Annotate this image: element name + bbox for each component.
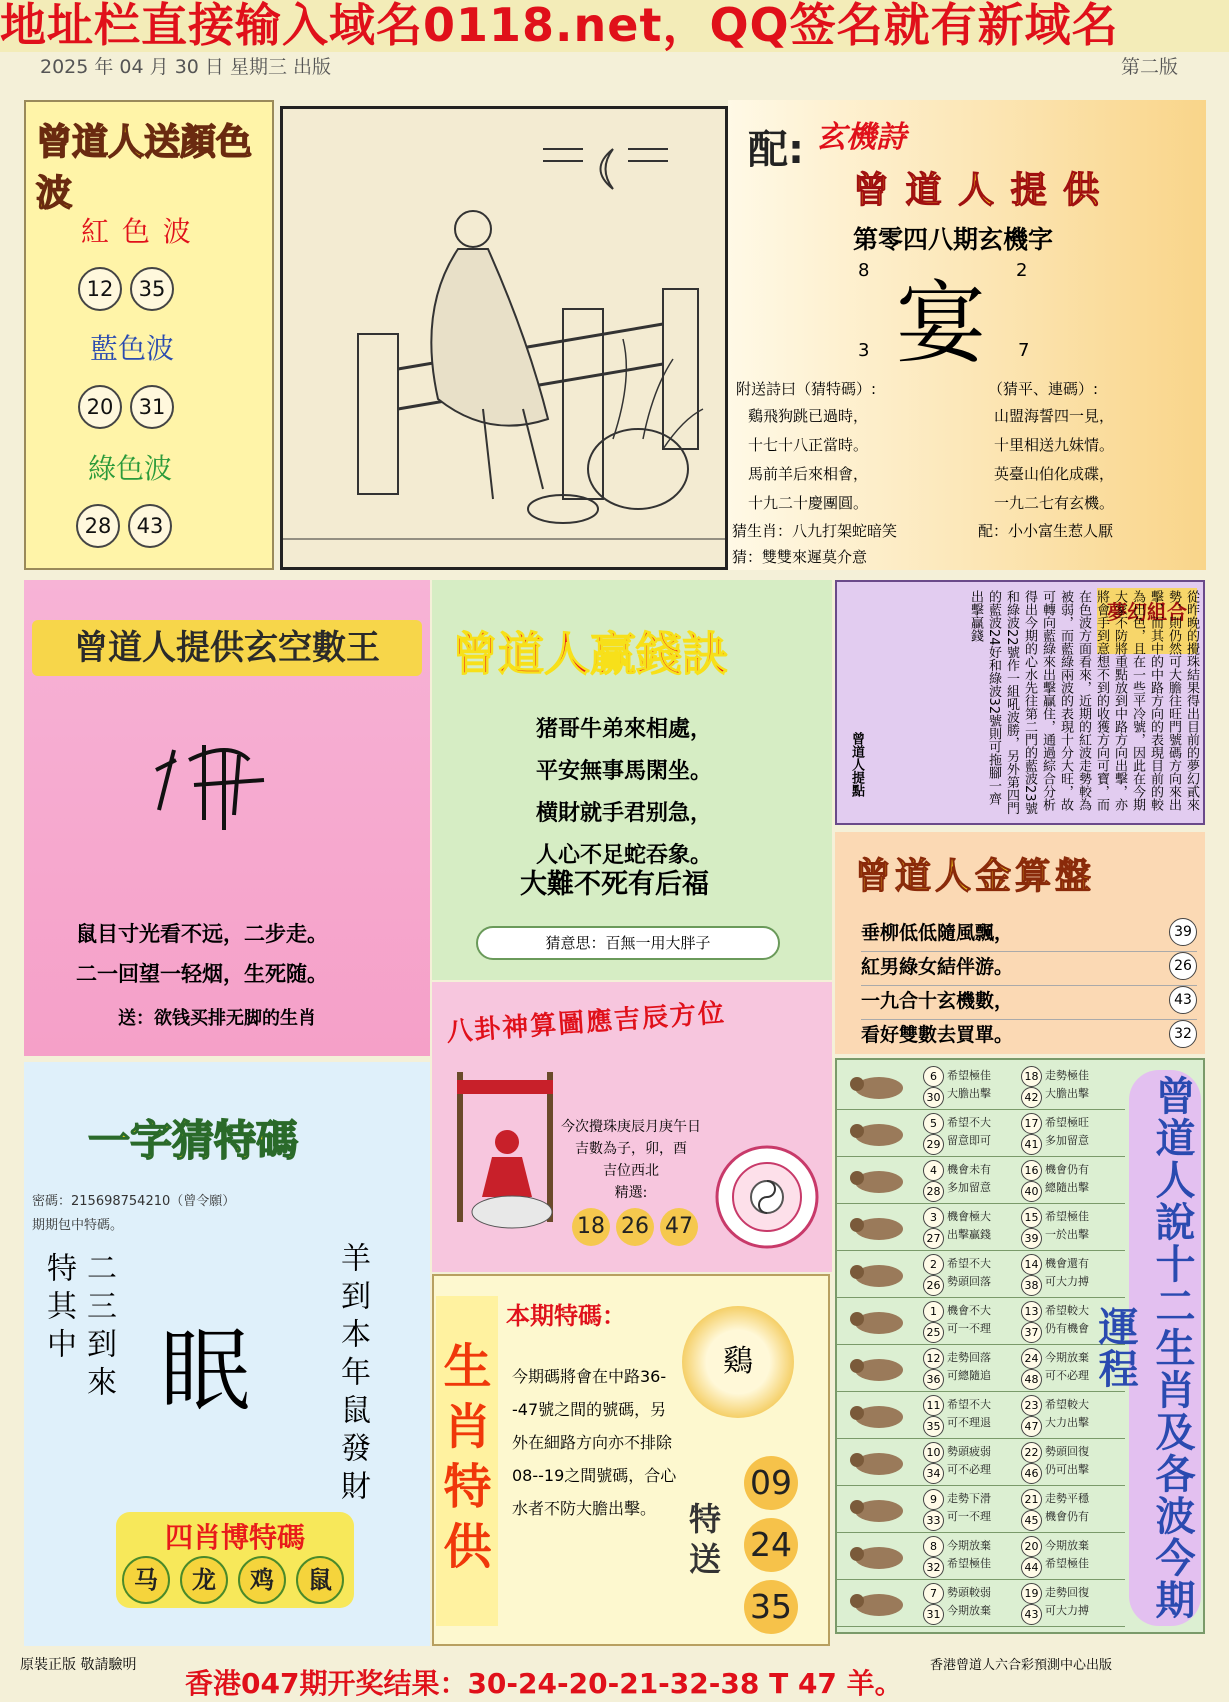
zodiac-number: 26 — [923, 1275, 944, 1296]
special-ball: 24 — [744, 1518, 798, 1572]
zodiac-note: 希望極佳 — [947, 1069, 991, 1082]
xuanji-num-1: 8 — [858, 260, 870, 281]
zodiac-number: 18 — [1021, 1066, 1042, 1087]
zodiac-number: 34 — [923, 1463, 944, 1484]
zodiac-special-title: 本期特碼： — [506, 1301, 626, 1330]
zodiac-note: 希望不大 — [947, 1116, 991, 1129]
four-zodiac-list — [122, 1556, 354, 1604]
golden-line-text: 一九合十玄機數， — [861, 990, 1014, 1012]
zodiac-animal-icon — [841, 1303, 911, 1339]
poem-line: 一九二七有玄機。 — [994, 494, 1115, 512]
xuankong-line-1: 鼠目寸光看不远，二步走。 — [76, 922, 328, 946]
golden-abacus-panel — [835, 832, 1205, 1054]
zodiac-row — [837, 1205, 1125, 1251]
one-char-main: 眠 — [160, 1319, 250, 1424]
zodiac-number: 9 — [923, 1489, 944, 1510]
xuanji-issue: 第零四八期玄機字 — [853, 225, 1054, 254]
green-wave-ball: 43 — [128, 504, 172, 548]
zodiac-animal-icon — [841, 1350, 911, 1386]
dream-title: 夢幻組合 — [1097, 588, 1197, 654]
bagua-line-3: 吉位西北 — [603, 1163, 659, 1179]
zodiac-number: 33 — [923, 1510, 944, 1531]
zodiac-number: 19 — [1021, 1583, 1042, 1604]
poem-line: 人心不足蛇吞象。 — [536, 842, 713, 868]
zodiac-animal-icon — [841, 1491, 911, 1527]
zodiac-note: 希望較大 — [1045, 1398, 1089, 1411]
zodiac-note: 希望不大 — [947, 1398, 991, 1411]
twelve-title: 曾道人說十二生肖及各波今期運程 — [1129, 1070, 1201, 1626]
golden-line-text: 看好雙數去買單。 — [861, 1024, 1014, 1046]
special-ball: 09 — [744, 1456, 798, 1510]
zodiac-number: 4 — [923, 1160, 944, 1181]
bagua-compass-icon — [712, 1142, 822, 1252]
blue-wave-ball: 31 — [130, 385, 174, 429]
zodiac-note: 走勢極佳 — [1045, 1069, 1089, 1082]
color-wave-title: 曾道人送顏色波 — [36, 121, 253, 214]
zodiac-note: 希望極佳 — [1045, 1210, 1089, 1223]
win-money-panel — [432, 580, 832, 980]
one-char-right-col: 羊到本年鼠發財 — [335, 1242, 370, 1508]
zodiac-pill: 鸡 — [238, 1556, 286, 1604]
zodiac-row — [837, 1393, 1125, 1439]
zodiac-number: 41 — [1021, 1134, 1042, 1155]
zodiac-note: 多加留意 — [1045, 1134, 1089, 1147]
xuanji-title: 玄機詩 — [816, 120, 906, 155]
zodiac-note: 可總隨追 — [947, 1369, 991, 1382]
zodiac-note: 今期放棄 — [947, 1604, 991, 1617]
win-money-hint — [476, 926, 780, 960]
zodiac-rows — [837, 1064, 1127, 1632]
zodiac-animal-icon — [841, 1585, 911, 1621]
xuanji-right-head: （猜平、連碼）: — [988, 380, 1099, 398]
poem-line: 十七十八正當時。 — [748, 436, 869, 454]
hint-text: 百無一用大胖子 — [605, 934, 711, 952]
zodiac-number: 10 — [923, 1442, 944, 1463]
zodiac-number: 31 — [923, 1604, 944, 1625]
zodiac-animal-icon — [841, 1162, 911, 1198]
zodiac-special-text: 今期碼將會在中路36--47號之間的號碼，另外在細路方向亦不排除08--19之間號碼，合心水者不防大膽出擊。 — [512, 1367, 677, 1518]
zodiac-animal-icon — [841, 1538, 911, 1574]
xuanji-guess-zodiac: 猜生肖：八九打架蛇暗笑 — [732, 522, 898, 540]
zodiac-number: 16 — [1021, 1160, 1042, 1181]
four-zodiac-box — [116, 1512, 354, 1608]
zodiac-number: 7 — [923, 1583, 944, 1604]
top-banner — [0, 0, 1229, 52]
zodiac-note: 總隨出擊 — [1045, 1181, 1089, 1194]
zodiac-number: 6 — [923, 1066, 944, 1087]
poem-line: 猪哥牛弟來相處， — [536, 716, 713, 742]
bagua-info — [556, 1116, 706, 1204]
bagua-ball: 18 — [572, 1208, 610, 1246]
zodiac-note: 可一不理 — [947, 1322, 991, 1335]
zodiac-special-zodiac: 鷄 — [682, 1306, 794, 1418]
zodiac-note: 今期放棄 — [1045, 1351, 1089, 1364]
zodiac-number: 3 — [923, 1207, 944, 1228]
zodiac-note: 大膽出擊 — [947, 1087, 991, 1100]
xuanji-panel — [728, 100, 1206, 570]
golden-line — [861, 986, 1197, 1020]
zodiac-note: 走勢平穩 — [1045, 1492, 1089, 1505]
zodiac-note: 機會仍有 — [1045, 1510, 1089, 1523]
bagua-title: 八卦神算圖應吉辰方位 — [445, 998, 727, 1048]
zodiac-pill: 鼠 — [296, 1556, 344, 1604]
dream-sign: 曾道人提點 — [849, 732, 864, 797]
zodiac-note: 可大力搏 — [1045, 1275, 1089, 1288]
zodiac-animal-icon — [841, 1115, 911, 1151]
xuanji-num-2: 2 — [1016, 260, 1028, 281]
zodiac-note: 可一不理 — [947, 1510, 991, 1523]
zodiac-note: 機會未有 — [947, 1163, 991, 1176]
twelve-zodiac-panel — [835, 1058, 1205, 1634]
golden-line-text: 紅男綠女結伴游。 — [861, 956, 1014, 978]
win-money-poem — [536, 708, 712, 876]
golden-line — [861, 918, 1197, 952]
poem-line: 馬前羊后來相會， — [748, 465, 869, 483]
xuankong-line-3: 送：欲钱买排无脚的生肖 — [118, 1008, 316, 1029]
zodiac-note: 希望較大 — [1045, 1304, 1089, 1317]
zodiac-note: 仍可出擊 — [1045, 1463, 1089, 1476]
xuankong-panel — [24, 580, 430, 1056]
zodiac-note: 一於出擊 — [1045, 1228, 1089, 1241]
zodiac-number: 38 — [1021, 1275, 1042, 1296]
zodiac-number: 39 — [1021, 1228, 1042, 1249]
poem-line: 鷄飛狗跳已過時， — [748, 407, 869, 425]
zodiac-note: 走勢下滑 — [947, 1492, 991, 1505]
zodiac-animal-icon — [841, 1256, 911, 1292]
zodiac-note: 勢頭回落 — [947, 1275, 991, 1288]
one-char-title: 一字猜特碼 — [88, 1116, 299, 1165]
zodiac-note: 出擊贏錢 — [947, 1228, 991, 1241]
zodiac-number: 45 — [1021, 1510, 1042, 1531]
red-wave-numbers — [78, 267, 182, 311]
zodiac-note: 走勢回復 — [1045, 1586, 1089, 1599]
zodiac-note: 機會還有 — [1045, 1257, 1089, 1270]
poem-line: 平安無事馬閑坐。 — [536, 758, 713, 784]
zodiac-number: 36 — [923, 1369, 944, 1390]
zodiac-special-numbers — [744, 1456, 802, 1642]
zodiac-note: 大力出擊 — [1045, 1416, 1089, 1429]
zodiac-number: 13 — [1021, 1301, 1042, 1322]
zodiac-number: 24 — [1021, 1348, 1042, 1369]
zodiac-note: 勢頭回復 — [1045, 1445, 1089, 1458]
golden-line-num: 32 — [1169, 1020, 1197, 1048]
green-wave-ball: 28 — [76, 504, 120, 548]
zodiac-number: 43 — [1021, 1604, 1042, 1625]
footer-left: 原裝正版 敬請驗明 — [20, 1657, 137, 1673]
zodiac-row — [837, 1252, 1125, 1298]
blue-wave-numbers — [78, 385, 182, 429]
zodiac-row — [837, 1111, 1125, 1157]
zodiac-number: 35 — [923, 1416, 944, 1437]
bagua-pick-label: 精選: — [614, 1185, 648, 1201]
zodiac-number: 8 — [923, 1536, 944, 1557]
one-char-sub: 期期包中特碼。 — [32, 1218, 124, 1233]
xuanji-num-4: 7 — [1018, 340, 1030, 361]
golden-lines — [861, 918, 1197, 1053]
zodiac-animal-icon — [841, 1068, 911, 1104]
zodiac-row — [837, 1487, 1125, 1533]
zodiac-number: 25 — [923, 1322, 944, 1343]
zodiac-number: 42 — [1021, 1087, 1042, 1108]
bagua-panel — [432, 982, 832, 1272]
bagua-ball: 47 — [660, 1208, 698, 1246]
zodiac-number: 47 — [1021, 1416, 1042, 1437]
zodiac-number: 11 — [923, 1395, 944, 1416]
zodiac-note: 機會不大 — [947, 1304, 991, 1317]
xuanji-pei: 配: — [748, 127, 804, 173]
zodiac-number: 22 — [1021, 1442, 1042, 1463]
zodiac-row — [837, 1064, 1125, 1110]
zodiac-note: 今期放棄 — [947, 1539, 991, 1552]
zodiac-number: 5 — [923, 1113, 944, 1134]
zodiac-animal-icon — [841, 1397, 911, 1433]
golden-line — [861, 1020, 1197, 1053]
zodiac-number: 15 — [1021, 1207, 1042, 1228]
color-wave-panel — [24, 100, 274, 570]
win-money-title: 曾道人赢錢訣 — [452, 627, 728, 681]
golden-line-num: 39 — [1169, 918, 1197, 946]
blue-wave-label: 藍色波 — [90, 332, 175, 365]
zodiac-note: 希望極旺 — [1045, 1116, 1089, 1129]
zodiac-pill: 马 — [122, 1556, 170, 1604]
zodiac-note: 走勢回落 — [947, 1351, 991, 1364]
zodiac-number: 37 — [1021, 1322, 1042, 1343]
poem-line: 横財就手君别急， — [536, 800, 713, 826]
poem-line: 英臺山伯化成碟， — [994, 465, 1115, 483]
xuankong-line-2: 二一回望一轻烟，生死随。 — [76, 962, 328, 986]
zodiac-row — [837, 1299, 1125, 1345]
zodiac-note: 希望極佳 — [947, 1557, 991, 1570]
zodiac-note: 可大力搏 — [1045, 1604, 1089, 1617]
handwritten-char-icon — [144, 730, 294, 840]
zodiac-note: 多加留意 — [947, 1181, 991, 1194]
zodiac-special-send: 特送 — [684, 1502, 722, 1582]
special-ball: 35 — [744, 1580, 798, 1634]
zodiac-number: 17 — [1021, 1113, 1042, 1134]
zodiac-number: 21 — [1021, 1489, 1042, 1510]
sage-illustration — [280, 106, 728, 570]
banner-text: 地址栏直接输入域名0118.net，QQ签名就有新域名 — [0, 0, 1119, 52]
zodiac-number: 12 — [923, 1348, 944, 1369]
zodiac-note: 勢頭較弱 — [947, 1586, 991, 1599]
warrior-icon — [452, 1072, 562, 1242]
xuanji-left-poem — [748, 402, 868, 518]
green-wave-numbers — [76, 504, 180, 548]
bagua-ball: 26 — [616, 1208, 654, 1246]
zodiac-number: 1 — [923, 1301, 944, 1322]
xuankong-title: 曾道人提供玄空數王 — [32, 620, 422, 676]
sage-drawing-icon — [283, 109, 725, 567]
golden-line-text: 垂柳低低隨風飄， — [861, 922, 1014, 944]
one-char-left-col-1: 二三到來 — [81, 1252, 116, 1404]
bagua-numbers — [572, 1208, 704, 1246]
zodiac-number: 32 — [923, 1557, 944, 1578]
red-wave-ball: 35 — [130, 267, 174, 311]
zodiac-row — [837, 1534, 1125, 1580]
xuanji-guess: 猜：雙雙來遲莫介意 — [732, 548, 868, 566]
page-number: 第二版 — [1120, 56, 1178, 78]
zodiac-note: 機會極大 — [947, 1210, 991, 1223]
dream-text: 從昨晚的攪珠結果得出目前的夢幻貳來勢，則仍然可大膽往旺門號碼方向來出擊，而其中的中路方向的表現目前的較為出色，且在一些平冷號，因此在今期大家不防將重點放到中路方向出擊，亦將會手到意想不到的收獲方向可寶，而在色波方面看來，近期的紅波走勢較為被弱，而藍綠兩波的表現十分大旺，故可轉向藍綠來出擊贏住，通過綜合分析得出今期的心水先往第二門的藍波23號和綠波22號作一組吼波勝，另外第四門的藍波24好和綠波32號則可拖腳一齊出擊贏錢 — [968, 590, 1199, 815]
zodiac-number: 14 — [1021, 1254, 1042, 1275]
golden-line — [861, 952, 1197, 986]
zodiac-note: 希望不大 — [947, 1257, 991, 1270]
poem-line: 十里相送九妹情。 — [994, 436, 1115, 454]
zodiac-row — [837, 1346, 1125, 1392]
issue-header — [40, 52, 1190, 76]
hint-label: 猜意思： — [545, 934, 606, 952]
poem-line: 十九二十慶團圓。 — [748, 494, 869, 512]
zodiac-row — [837, 1440, 1125, 1486]
poem-line: 山盟海誓四一見， — [994, 407, 1115, 425]
zodiac-note: 大膽出擊 — [1045, 1087, 1089, 1100]
golden-title: 曾道人金算盤 — [855, 855, 1096, 897]
xuanji-provider: 曾 道 人 提 供 — [853, 169, 1102, 211]
zodiac-number: 30 — [923, 1087, 944, 1108]
zodiac-number: 29 — [923, 1134, 944, 1155]
zodiac-note: 留意即可 — [947, 1134, 991, 1147]
four-zodiac-title: 四肖博特碼 — [164, 1521, 305, 1554]
footer-result: 香港047期开奖结果：30-24-20-21-32-38 T 47 羊。 — [185, 1667, 903, 1700]
zodiac-special-side: 生肖特供 — [436, 1296, 498, 1626]
one-char-pass: 密碼：215698754210（曾令願） — [32, 1194, 236, 1209]
zodiac-note: 勢頭疲弱 — [947, 1445, 991, 1458]
zodiac-number: 2 — [923, 1254, 944, 1275]
zodiac-number: 27 — [923, 1228, 944, 1249]
bagua-line-2: 吉數為子，卯，酉 — [575, 1141, 687, 1157]
zodiac-note: 可不必理 — [947, 1463, 991, 1476]
green-wave-label: 綠色波 — [88, 452, 173, 485]
blue-wave-ball: 20 — [78, 385, 122, 429]
zodiac-row — [837, 1581, 1125, 1627]
zodiac-number: 46 — [1021, 1463, 1042, 1484]
zodiac-number: 28 — [923, 1181, 944, 1202]
zodiac-special-panel — [432, 1274, 830, 1646]
xuanji-pei2: 配：小小富生惹人厭 — [978, 522, 1114, 540]
zodiac-animal-icon — [841, 1209, 911, 1245]
red-wave-label: 紅 色 波 — [81, 215, 193, 248]
golden-line-num: 26 — [1169, 952, 1197, 980]
zodiac-number: 20 — [1021, 1536, 1042, 1557]
zodiac-note: 今期放棄 — [1045, 1539, 1089, 1552]
issue-date: 2025 年 04 月 30 日 星期三 出版 — [40, 56, 331, 78]
red-wave-ball: 12 — [78, 267, 122, 311]
zodiac-number: 48 — [1021, 1369, 1042, 1390]
zodiac-note: 希望極佳 — [1045, 1557, 1089, 1570]
zodiac-number: 40 — [1021, 1181, 1042, 1202]
bagua-line-1: 今次攪珠庚辰月庚午日 — [561, 1119, 701, 1135]
xuanji-right-poem — [994, 402, 1114, 518]
zodiac-animal-icon — [841, 1444, 911, 1480]
xuanji-left-head: 附送詩曰（猜特碼）: — [736, 380, 877, 398]
zodiac-row — [837, 1158, 1125, 1204]
golden-line-num: 43 — [1169, 986, 1197, 1014]
win-money-slogan: 大難不死有后福 — [520, 869, 709, 900]
zodiac-number: 44 — [1021, 1557, 1042, 1578]
footer-right: 香港曾道人六合彩預測中心出版 — [930, 1658, 1113, 1673]
dream-panel — [835, 580, 1205, 825]
xuanji-num-3: 3 — [858, 340, 870, 361]
zodiac-pill: 龙 — [180, 1556, 228, 1604]
one-char-left-col-2: 特其中 — [41, 1252, 76, 1366]
zodiac-note: 可不必理 — [1045, 1369, 1089, 1382]
zodiac-note: 可不理退 — [947, 1416, 991, 1429]
one-char-panel — [24, 1062, 430, 1646]
xuanji-char: 宴 — [896, 271, 986, 376]
zodiac-note: 機會仍有 — [1045, 1163, 1089, 1176]
zodiac-number: 23 — [1021, 1395, 1042, 1416]
zodiac-note: 仍有機會 — [1045, 1322, 1089, 1335]
